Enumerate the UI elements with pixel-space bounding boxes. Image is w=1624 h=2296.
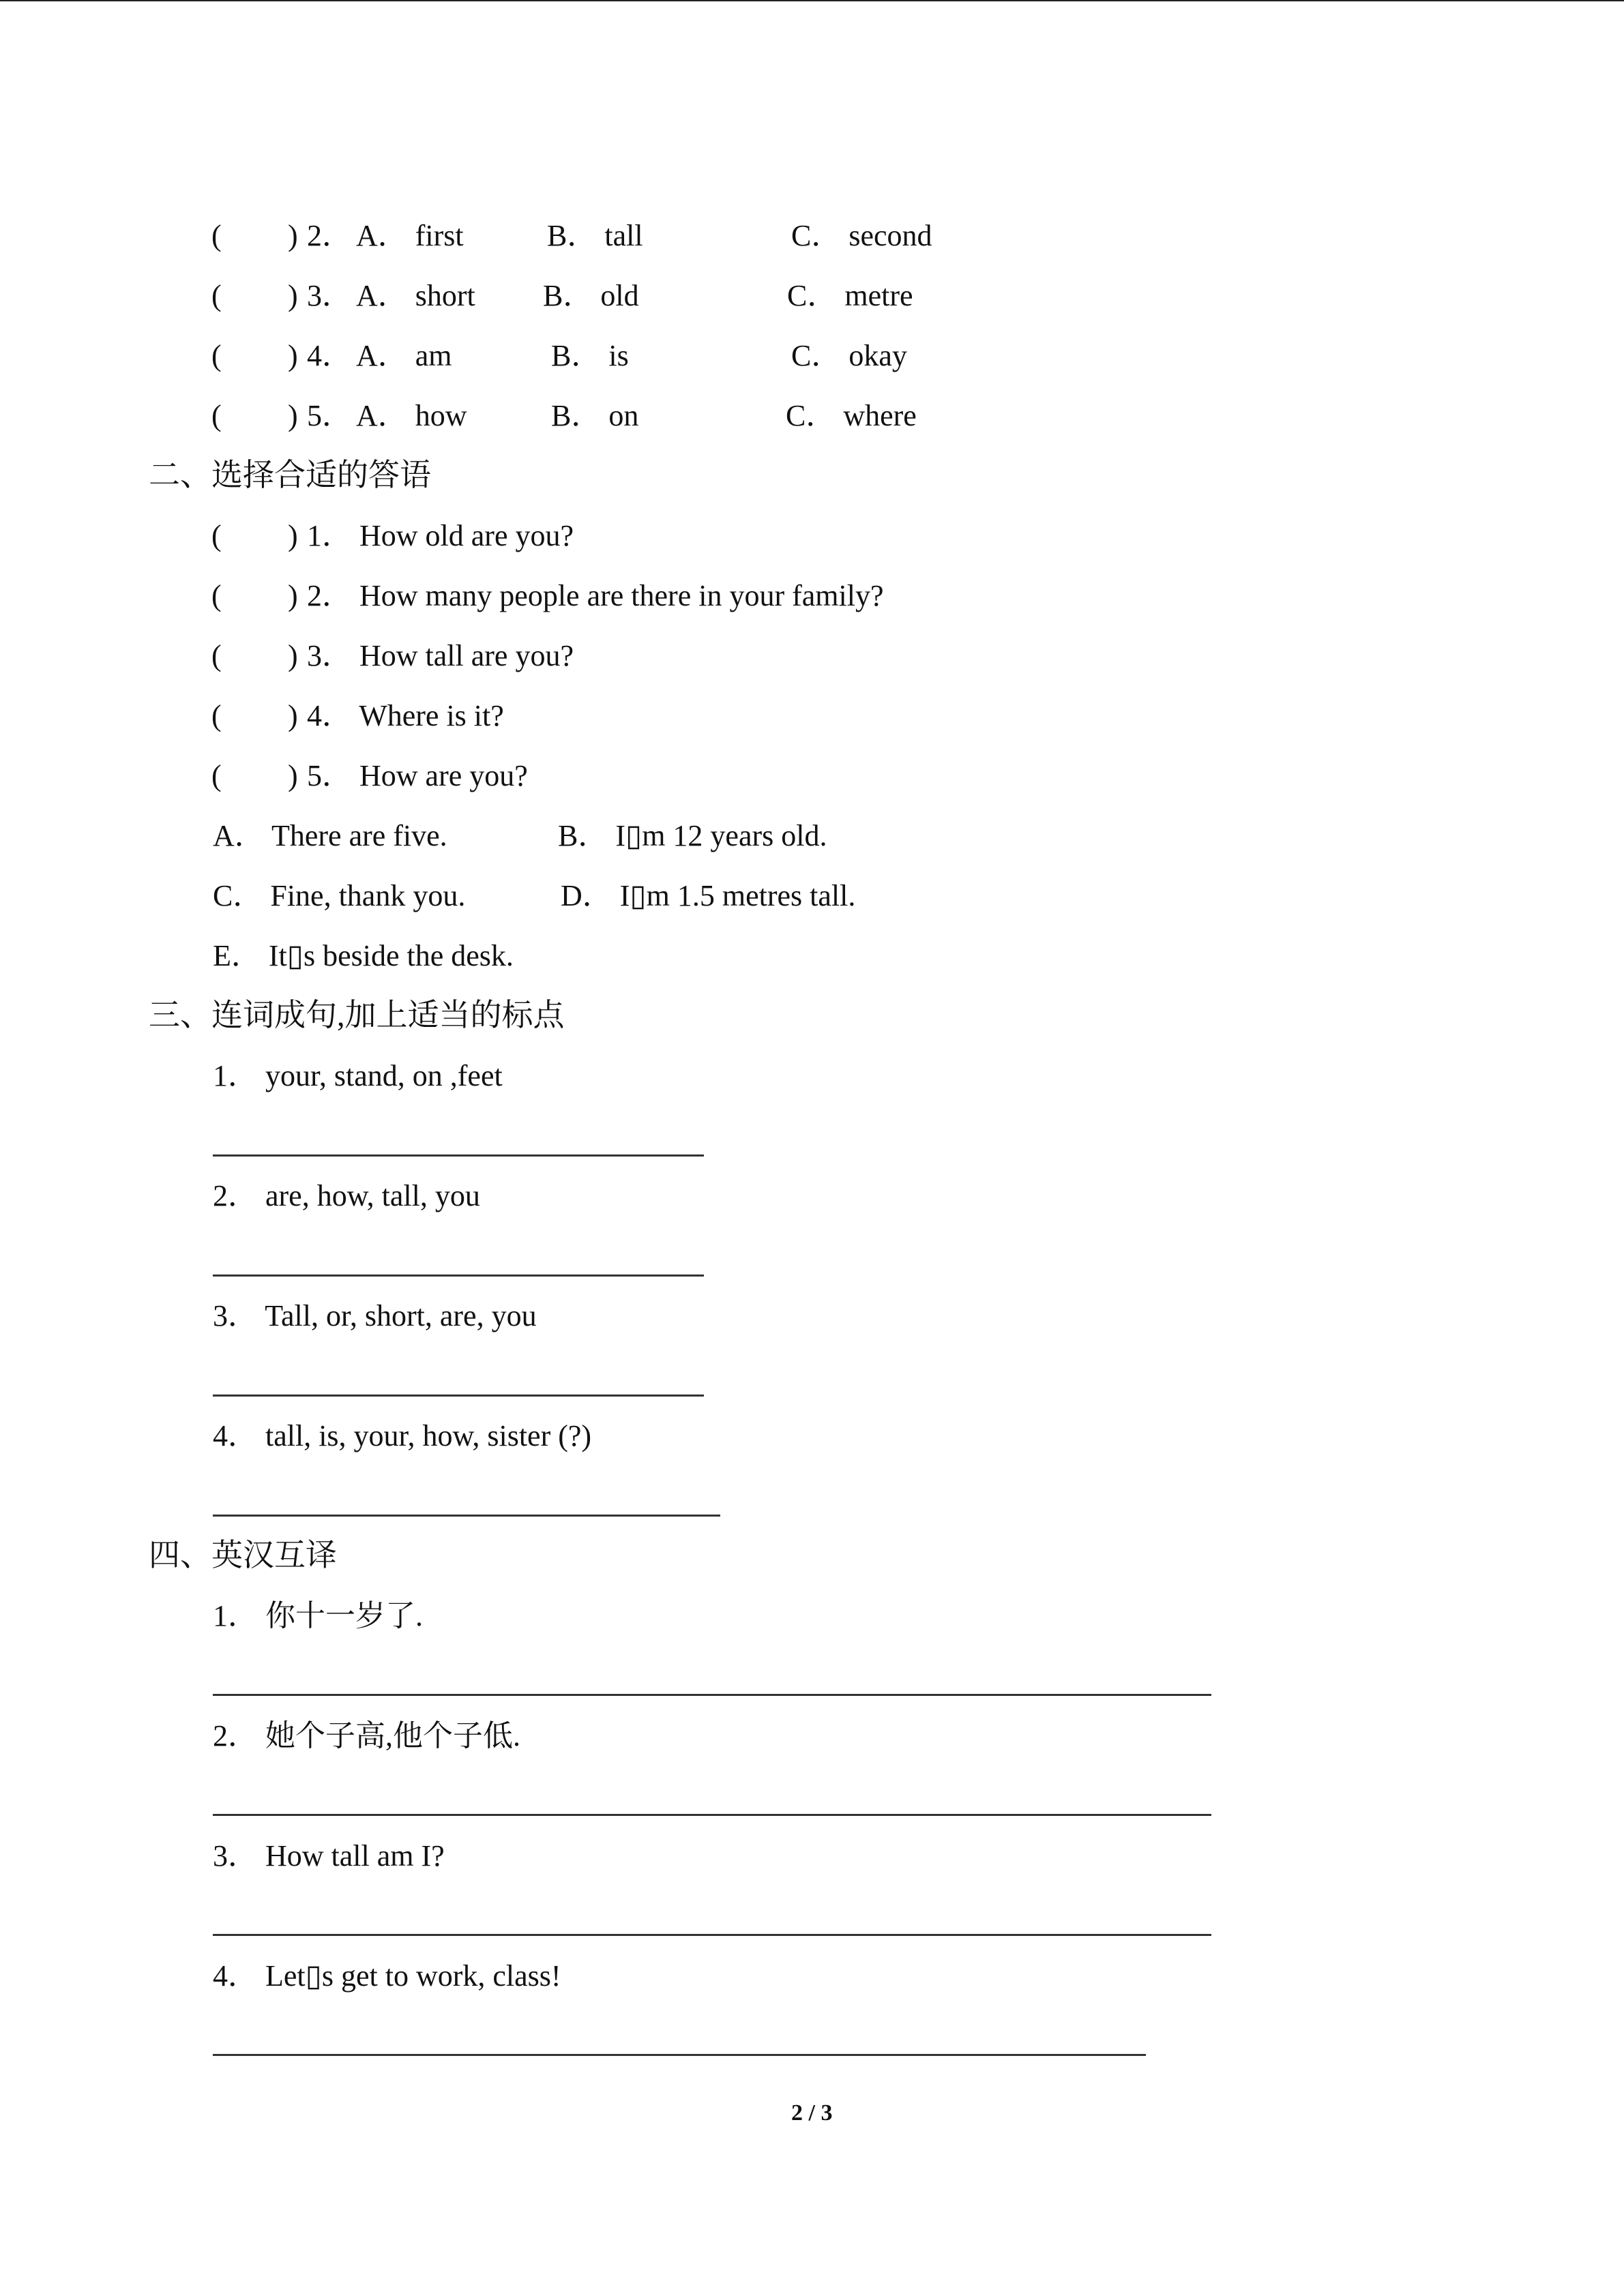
translate-item: 2． 她个子高,他个子低.	[213, 1719, 520, 1753]
open-paren: (	[211, 279, 222, 312]
close-paren: )	[288, 579, 298, 612]
reorder-item: 4． tall, is, your, how, sister (?)	[213, 1419, 592, 1452]
option-b: B． tall	[547, 219, 643, 252]
close-paren: )	[288, 399, 298, 432]
answer-blank-line[interactable]	[213, 1515, 720, 1517]
close-paren: )	[288, 219, 298, 252]
option-b: B． old	[543, 279, 639, 312]
open-paren: (	[211, 759, 222, 792]
open-paren: (	[211, 339, 222, 372]
option-c: C． second	[791, 219, 932, 252]
reorder-item: 3． Tall, or, short, are, you	[213, 1299, 537, 1332]
close-paren: )	[288, 519, 298, 552]
answer-option-b: B． I▯m 12 years old.	[558, 819, 827, 852]
translate-item: 1． 你十一岁了.	[213, 1599, 423, 1632]
page-number: 2 / 3	[791, 2100, 833, 2126]
open-paren: (	[211, 639, 222, 672]
answer-blank-line[interactable]	[213, 1694, 1211, 1696]
answer-blank-line[interactable]	[213, 1274, 704, 1277]
reorder-item: 2． are, how, tall, you	[213, 1179, 480, 1212]
option-a: A． how	[356, 399, 467, 432]
close-paren: )	[288, 699, 298, 732]
answer-option-c: C． Fine, thank you.	[213, 879, 466, 912]
item-number: 2．	[307, 219, 352, 252]
answer-option-e: E． It▯s beside the desk.	[213, 939, 514, 972]
option-c: C． where	[786, 399, 917, 432]
option-a: A． am	[356, 339, 452, 372]
question-text: 3． How tall are you?	[307, 639, 574, 672]
item-number: 3．	[307, 279, 352, 312]
answer-blank-line[interactable]	[213, 2054, 1146, 2056]
close-paren: )	[288, 339, 298, 372]
translate-item: 3． How tall am I?	[213, 1839, 445, 1873]
question-text: 5． How are you?	[307, 759, 528, 792]
question-text: 2． How many people are there in your family?	[307, 579, 884, 612]
option-b: B． is	[551, 339, 629, 372]
open-paren: (	[211, 219, 222, 252]
option-b: B． on	[551, 399, 639, 432]
reorder-item: 1． your, stand, on ,feet	[213, 1059, 503, 1092]
question-text: 1． How old are you?	[307, 519, 574, 552]
open-paren: (	[211, 579, 222, 612]
option-a: A． first	[356, 219, 464, 252]
answer-blank-line[interactable]	[213, 1154, 704, 1157]
open-paren: (	[211, 699, 222, 732]
question-text: 4． Where is it?	[307, 699, 504, 732]
answer-blank-line[interactable]	[213, 1934, 1211, 1936]
open-paren: (	[211, 519, 222, 552]
answer-option-d: D． I▯m 1.5 metres tall.	[561, 879, 856, 912]
option-c: C． okay	[791, 339, 907, 372]
close-paren: )	[288, 759, 298, 792]
close-paren: )	[288, 639, 298, 672]
answer-blank-line[interactable]	[213, 1814, 1211, 1816]
answer-blank-line[interactable]	[213, 1395, 704, 1397]
top-border	[0, 0, 1624, 1]
item-number: 4．	[307, 339, 352, 372]
section2-title: 二、选择合适的答语	[149, 458, 431, 492]
item-number: 5．	[307, 399, 352, 432]
open-paren: (	[211, 399, 222, 432]
section4-title: 四、英汉互译	[149, 1538, 337, 1572]
option-a: A． short	[356, 279, 475, 312]
answer-option-a: A． There are five.	[213, 819, 447, 852]
close-paren: )	[288, 279, 298, 312]
translate-item: 4． Let▯s get to work, class!	[213, 1959, 561, 1993]
section3-title: 三、连词成句,加上适当的标点	[149, 998, 565, 1032]
option-c: C． metre	[787, 279, 913, 312]
